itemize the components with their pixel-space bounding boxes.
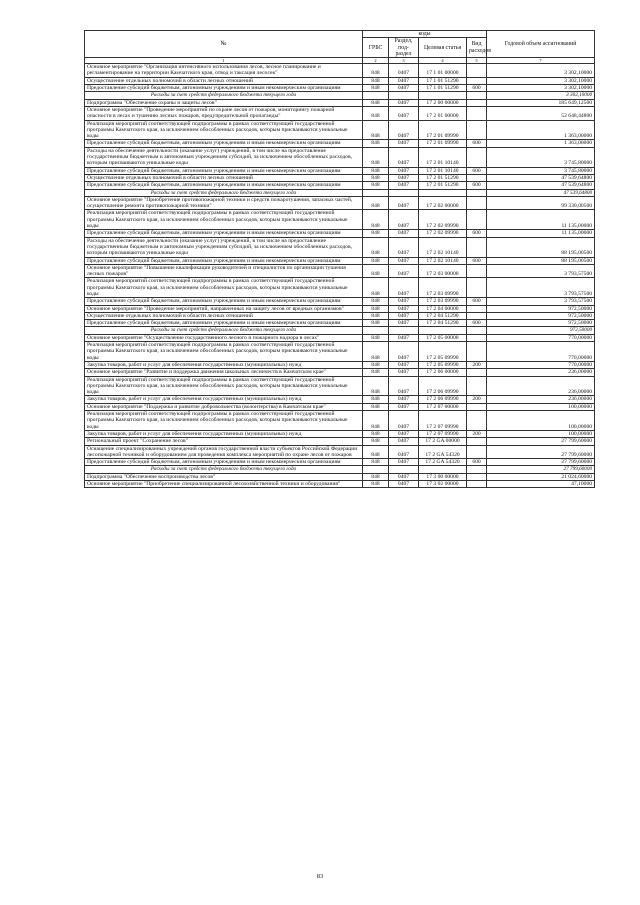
- row-vid: [467, 237, 487, 257]
- row-csr: 17 2 06 00000: [419, 369, 467, 376]
- row-grbs: 848: [363, 85, 389, 92]
- row-csr: [419, 327, 467, 334]
- table-row: [85, 167, 595, 174]
- row-razdel: 0407: [389, 99, 419, 106]
- row-name: Расходы на обеспечение деятельности (оказание услуг) учреждений, в том числе на предоставление государственным бюджетным и автономным учреждениям субсидий, за исключением обособленных расходов, которым присваиваются уникальные коды: [85, 237, 363, 257]
- row-vid: [467, 189, 487, 196]
- row-amount: 185 649,12500: [487, 99, 595, 106]
- row-amount: 47 539,64800: [487, 182, 595, 189]
- row-csr: 17 2 06 09990: [419, 376, 467, 396]
- row-csr: 17 2 05 09990: [419, 342, 467, 362]
- row-amount: 88 195,00500: [487, 257, 595, 264]
- index-cell: 7: [487, 58, 595, 64]
- row-grbs: 848: [363, 459, 389, 466]
- row-vid: 600: [467, 298, 487, 305]
- row-csr: 17 2 03 09990: [419, 278, 467, 298]
- table-row: [85, 481, 595, 488]
- row-vid: [467, 466, 487, 473]
- table-row: [85, 106, 595, 120]
- row-razdel: 0407: [389, 376, 419, 396]
- row-grbs: 848: [363, 396, 389, 403]
- row-amount: 3 302,10000: [487, 77, 595, 84]
- table-row: [85, 278, 595, 298]
- row-amount: 27 799,60000: [487, 466, 595, 473]
- row-amount: 1 363,00000: [487, 120, 595, 140]
- row-csr: 17 2 04 51290: [419, 320, 467, 327]
- row-csr: 17 2 GA 00000: [419, 438, 467, 445]
- index-cell: 5: [467, 58, 487, 64]
- table-row: [85, 140, 595, 147]
- row-csr: 17 2 02 00000: [419, 196, 467, 210]
- budget-table-sheet: [84, 30, 594, 488]
- table-row: [85, 361, 595, 368]
- row-grbs: [363, 189, 389, 196]
- header-razdel: Раздел, под-раздел: [389, 38, 419, 58]
- row-name: Расходы на обеспечение деятельности (оказание услуг) учреждений, в том числе на предоставление государственным бюджетным и автономным учреждениям субсидий, за исключением обособленных расходов, которым присваиваются уникальные коды: [85, 147, 363, 167]
- table-row: [85, 342, 595, 362]
- row-csr: 17 2 01 51290: [419, 174, 467, 181]
- row-razdel: 0407: [389, 438, 419, 445]
- row-name: Основное мероприятие "Проведение мероприятий, направленных на защиту лесов от вредных организмов": [85, 305, 363, 312]
- table-row: [85, 320, 595, 327]
- row-vid: [467, 174, 487, 181]
- row-grbs: 848: [363, 369, 389, 376]
- table-row: [85, 445, 595, 459]
- row-razdel: 0407: [389, 396, 419, 403]
- row-vid: 200: [467, 396, 487, 403]
- row-razdel: 0407: [389, 430, 419, 437]
- row-csr: 17 2 07 09990: [419, 411, 467, 431]
- row-razdel: 0407: [389, 210, 419, 230]
- row-vid: [467, 369, 487, 376]
- row-name: Основное мероприятие "Приобретение специализированной лесохозяйственной техники и оборудования": [85, 481, 363, 488]
- table-row: [85, 264, 595, 278]
- row-name: Предоставление субсидий бюджетным, автономным учреждениям и иным некоммерческим организациям: [85, 167, 363, 174]
- row-grbs: 848: [363, 438, 389, 445]
- row-csr: 17 1 01 51290: [419, 77, 467, 84]
- row-name: Основное мероприятие "Организация интенсивного использования лесов, лесное планирование и регламентирование на территории Камчатского края, отвод и таксация лесосек": [85, 64, 363, 78]
- row-amount: 3 302,10000: [487, 85, 595, 92]
- row-amount: 47 539,64800: [487, 189, 595, 196]
- row-razdel: 0407: [389, 320, 419, 327]
- table-row: [85, 182, 595, 189]
- header-amount: Годовой объем ассигнований: [487, 31, 595, 58]
- row-razdel: 0407: [389, 182, 419, 189]
- row-vid: [467, 264, 487, 278]
- row-vid: [467, 64, 487, 78]
- row-name: Закупка товаров, работ и услуг для обеспечения государственных (муниципальных) нужд: [85, 396, 363, 403]
- table-row: [85, 312, 595, 319]
- row-name: Реализация мероприятий соответствующей подпрограммы в рамках соответствующей государственной программы Камчатского края, за исключением обособленных расходов, которым присваиваются уникальные коды: [85, 411, 363, 431]
- row-grbs: 848: [363, 106, 389, 120]
- row-vid: [467, 77, 487, 84]
- row-grbs: 848: [363, 147, 389, 167]
- table-row: [85, 459, 595, 466]
- row-razdel: 0407: [389, 167, 419, 174]
- table-row-note: [85, 92, 595, 99]
- row-name: Расходы за счет средств федерального бюджета текущего года: [85, 189, 363, 196]
- row-csr: 17 2 01 10140: [419, 167, 467, 174]
- row-razdel: 0407: [389, 403, 419, 410]
- row-csr: 17 1 01 51290: [419, 85, 467, 92]
- index-cell: 2: [363, 58, 389, 64]
- row-amount: 100,00000: [487, 403, 595, 410]
- row-name: Предоставление субсидий бюджетным, автономным учреждениям и иным некоммерческим организациям: [85, 182, 363, 189]
- row-amount: 972,50000: [487, 327, 595, 334]
- row-vid: [467, 342, 487, 362]
- row-csr: 17 2 07 00000: [419, 403, 467, 410]
- row-grbs: 848: [363, 312, 389, 319]
- row-amount: 3 302,10000: [487, 92, 595, 99]
- row-amount: 99 330,00500: [487, 196, 595, 210]
- row-razdel: 0407: [389, 342, 419, 362]
- row-grbs: 848: [363, 411, 389, 431]
- row-csr: 17 2 07 09990: [419, 430, 467, 437]
- row-vid: [467, 334, 487, 341]
- row-grbs: [363, 466, 389, 473]
- row-razdel: 0407: [389, 77, 419, 84]
- row-name: Предоставление субсидий бюджетным, автономным учреждениям и иным некоммерческим организациям: [85, 140, 363, 147]
- row-name: Реализация мероприятий соответствующей подпрограммы в рамках соответствующей государственной программы Камчатского края, за исключением обособленных расходов, которым присваиваются уникальные коды: [85, 376, 363, 396]
- row-name: Предоставление субсидий бюджетным, автономным учреждениям и иным некоммерческим организациям: [85, 298, 363, 305]
- row-csr: 17 2 01 10140: [419, 147, 467, 167]
- row-name: Расходы за счет средств федерального бюджета текущего года: [85, 327, 363, 334]
- row-razdel: 0407: [389, 140, 419, 147]
- row-razdel: 0407: [389, 278, 419, 298]
- row-name: Предоставление субсидий бюджетным, автономным учреждениям и иным некоммерческим организациям: [85, 85, 363, 92]
- row-amount: 770,00000: [487, 342, 595, 362]
- row-csr: 17 2 03 00000: [419, 264, 467, 278]
- row-vid: [467, 305, 487, 312]
- row-name: Закупка товаров, работ и услуг для обеспечения государственных (муниципальных) нужд: [85, 361, 363, 368]
- row-razdel: 0407: [389, 411, 419, 431]
- table-row-note: [85, 466, 595, 473]
- row-amount: 972,50000: [487, 312, 595, 319]
- table-row: [85, 334, 595, 341]
- row-amount: 100,00000: [487, 430, 595, 437]
- table-row: [85, 196, 595, 210]
- row-vid: [467, 99, 487, 106]
- table-row: [85, 411, 595, 431]
- page-number: 83: [316, 873, 324, 880]
- row-vid: [467, 278, 487, 298]
- row-grbs: 848: [363, 237, 389, 257]
- row-vid: [467, 92, 487, 99]
- table-row: [85, 305, 595, 312]
- row-grbs: 848: [363, 334, 389, 341]
- row-csr: 17 2 05 00000: [419, 334, 467, 341]
- row-name: Расходы за счет средств федерального бюджета текущего года: [85, 466, 363, 473]
- row-grbs: 848: [363, 120, 389, 140]
- row-vid: 600: [467, 140, 487, 147]
- budget-table: [84, 30, 595, 488]
- table-row: [85, 403, 595, 410]
- row-razdel: [389, 327, 419, 334]
- row-razdel: 0407: [389, 85, 419, 92]
- row-amount: 972,50000: [487, 305, 595, 312]
- row-grbs: 848: [363, 174, 389, 181]
- row-vid: [467, 438, 487, 445]
- row-amount: 3 793,57500: [487, 264, 595, 278]
- row-vid: [467, 312, 487, 319]
- row-amount: 3 302,10000: [487, 64, 595, 78]
- row-vid: [467, 481, 487, 488]
- row-vid: [467, 327, 487, 334]
- row-amount: 236,00000: [487, 376, 595, 396]
- row-csr: 17 1 01 00000: [419, 64, 467, 78]
- header-codes: коды: [363, 31, 487, 38]
- row-name: Закупка товаров, работ и услуг для обеспечения государственных (муниципальных) нужд: [85, 430, 363, 437]
- table-row: [85, 99, 595, 106]
- table-row: [85, 396, 595, 403]
- row-name: Региональный проект "Сохранение лесов": [85, 438, 363, 445]
- row-csr: 17 2 06 09990: [419, 396, 467, 403]
- table-row: [85, 237, 595, 257]
- row-vid: 600: [467, 459, 487, 466]
- row-grbs: 848: [363, 305, 389, 312]
- row-vid: 200: [467, 361, 487, 368]
- row-grbs: 848: [363, 64, 389, 78]
- row-grbs: 848: [363, 278, 389, 298]
- row-grbs: 848: [363, 376, 389, 396]
- row-razdel: 0407: [389, 445, 419, 459]
- table-body: [85, 64, 595, 488]
- row-razdel: 0407: [389, 298, 419, 305]
- row-amount: 236,00000: [487, 369, 595, 376]
- row-csr: 17 2 02 09990: [419, 230, 467, 237]
- row-csr: 17 2 GA 54320: [419, 445, 467, 459]
- row-vid: 600: [467, 320, 487, 327]
- row-amount: 27 799,60000: [487, 445, 595, 459]
- row-grbs: 848: [363, 342, 389, 362]
- row-name: Предоставление субсидий бюджетным, автономным учреждениям и иным некоммерческим организациям: [85, 459, 363, 466]
- row-razdel: 0407: [389, 106, 419, 120]
- table-row: [85, 376, 595, 396]
- row-name: Реализация мероприятий соответствующей подпрограммы в рамках соответствующей государственной программы Камчатского края, за исключением обособленных расходов, которым присваиваются уникальные коды: [85, 210, 363, 230]
- row-grbs: 848: [363, 361, 389, 368]
- row-vid: [467, 411, 487, 431]
- row-name: Осуществление отдельных полномочий в области лесных отношений: [85, 174, 363, 181]
- table-row: [85, 430, 595, 437]
- row-name: Осуществление отдельных полномочий в области лесных отношений: [85, 312, 363, 319]
- row-vid: [467, 120, 487, 140]
- row-name: Реализация мероприятий соответствующей подпрограммы в рамках соответствующей государственной программы Камчатского края, за исключением обособленных расходов, которым присваиваются уникальные коды: [85, 120, 363, 140]
- row-razdel: 0407: [389, 305, 419, 312]
- table-row-note: [85, 327, 595, 334]
- index-cell: 4: [419, 58, 467, 64]
- row-name: Основное мероприятие "Развитие и поддержка движения школьных лесничеств в Камчатском крае": [85, 369, 363, 376]
- row-grbs: 848: [363, 196, 389, 210]
- row-razdel: 0407: [389, 369, 419, 376]
- row-name: Подпрограмма "Обеспечение воспроизводства лесов": [85, 473, 363, 480]
- row-amount: 3 745,80000: [487, 167, 595, 174]
- row-name: Расходы за счет средств федерального бюджета текущего года: [85, 92, 363, 99]
- row-razdel: 0407: [389, 174, 419, 181]
- table-row: [85, 64, 595, 78]
- row-razdel: 0407: [389, 312, 419, 319]
- row-name: Основное мероприятие "Поддержка и развитие добровольчества (волонтерства) в Камчатском крае": [85, 403, 363, 410]
- table-row: [85, 174, 595, 181]
- table-row: [85, 77, 595, 84]
- row-grbs: 848: [363, 264, 389, 278]
- row-grbs: 848: [363, 77, 389, 84]
- row-razdel: 0407: [389, 237, 419, 257]
- row-amount: 972,50000: [487, 320, 595, 327]
- row-csr: 17 3 02 00000: [419, 481, 467, 488]
- row-razdel: 0407: [389, 473, 419, 480]
- row-grbs: 848: [363, 445, 389, 459]
- row-name: Реализация мероприятий соответствующей подпрограммы в рамках соответствующей государственной программы Камчатского края, за исключением обособленных расходов, которым присваиваются уникальные коды: [85, 278, 363, 298]
- row-vid: [467, 210, 487, 230]
- row-razdel: 0407: [389, 361, 419, 368]
- row-csr: 17 2 05 09990: [419, 361, 467, 368]
- row-razdel: 0407: [389, 264, 419, 278]
- row-csr: 17 2 01 09990: [419, 140, 467, 147]
- table-row: [85, 210, 595, 230]
- table-row-note: [85, 189, 595, 196]
- row-name: Предоставление субсидий бюджетным, автономным учреждениям и иным некоммерческим организациям: [85, 257, 363, 264]
- row-grbs: [363, 327, 389, 334]
- row-amount: 3 745,80000: [487, 147, 595, 167]
- row-vid: 600: [467, 182, 487, 189]
- row-razdel: 0407: [389, 459, 419, 466]
- row-amount: 11 135,00000: [487, 210, 595, 230]
- row-razdel: 0407: [389, 230, 419, 237]
- row-csr: 17 2 01 09990: [419, 120, 467, 140]
- row-amount: 770,00000: [487, 361, 595, 368]
- row-vid: [467, 403, 487, 410]
- header-csr: Целевая статья: [419, 38, 467, 58]
- row-name: Предоставление субсидий бюджетным, автономным учреждениям и иным некоммерческим организациям: [85, 230, 363, 237]
- row-razdel: 0407: [389, 196, 419, 210]
- row-razdel: 0407: [389, 257, 419, 264]
- row-grbs: 848: [363, 430, 389, 437]
- row-vid: 600: [467, 85, 487, 92]
- row-vid: 600: [467, 257, 487, 264]
- row-grbs: 848: [363, 182, 389, 189]
- row-csr: 17 2 03 09990: [419, 298, 467, 305]
- row-grbs: 848: [363, 257, 389, 264]
- row-grbs: 848: [363, 230, 389, 237]
- row-csr: [419, 92, 467, 99]
- row-csr: 17 2 01 00000: [419, 106, 467, 120]
- row-grbs: 848: [363, 167, 389, 174]
- row-amount: 1 363,00000: [487, 140, 595, 147]
- row-name: Основное мероприятие "Повышение квалификации руководителей и специалистов по организации тушения лесных пожаров": [85, 264, 363, 278]
- row-name: Осуществление отдельных полномочий в области лесных отношений: [85, 77, 363, 84]
- row-csr: 17 2 GA 54320: [419, 459, 467, 466]
- row-amount: 11 135,00000: [487, 230, 595, 237]
- table-row: [85, 85, 595, 92]
- row-csr: 17 2 02 10140: [419, 237, 467, 257]
- row-csr: 17 2 04 00000: [419, 305, 467, 312]
- row-amount: 21 024,60000: [487, 473, 595, 480]
- row-vid: [467, 196, 487, 210]
- row-grbs: 848: [363, 99, 389, 106]
- row-vid: [467, 445, 487, 459]
- table-row: [85, 473, 595, 480]
- row-name: Основное мероприятие "Приобретение противопожарной техники и средств пожаротушения, запасных частей, осуществление ремонта противопожарной техники": [85, 196, 363, 210]
- row-grbs: 848: [363, 403, 389, 410]
- header-number: №: [85, 31, 363, 58]
- table-row: [85, 120, 595, 140]
- row-vid: 200: [467, 430, 487, 437]
- row-razdel: 0407: [389, 120, 419, 140]
- row-csr: [419, 466, 467, 473]
- row-razdel: 0407: [389, 64, 419, 78]
- row-name: Реализация мероприятий соответствующей подпрограммы в рамках соответствующей государственной программы Камчатского края, за исключением обособленных расходов, которым присваиваются уникальные коды: [85, 342, 363, 362]
- table-row: [85, 438, 595, 445]
- table-row: [85, 257, 595, 264]
- row-amount: 52 648,44800: [487, 106, 595, 120]
- row-vid: 600: [467, 230, 487, 237]
- row-name: Подпрограмма "Обеспечение охраны и защиты лесов": [85, 99, 363, 106]
- header-vid: Вид расходов: [467, 38, 487, 58]
- row-name: Предоставление субсидий бюджетным, автономным учреждениям и иным некоммерческим организациям: [85, 320, 363, 327]
- row-name: Основное мероприятие "Проведение мероприятий по охране лесов от пожаров, мониторингу пожарной опасности в лесах и тушению лесных пожаров, предупредительной пропаганды": [85, 106, 363, 120]
- row-grbs: 848: [363, 210, 389, 230]
- row-csr: 17 2 01 51290: [419, 182, 467, 189]
- row-csr: 17 2 02 09990: [419, 210, 467, 230]
- row-name: Основное мероприятие "Осуществление государственного лесного и пожарного надзора в лесах": [85, 334, 363, 341]
- row-grbs: 848: [363, 320, 389, 327]
- header-grbs: ГРБС: [363, 38, 389, 58]
- row-grbs: 848: [363, 298, 389, 305]
- row-grbs: [363, 92, 389, 99]
- row-name: Оснащение специализированных учреждений органов государственной власти субъектов Российской Федерации лесопожарной техникой и оборудованием для проведения комплекса мероприятий по охране лесов от пожаров: [85, 445, 363, 459]
- row-vid: [467, 106, 487, 120]
- row-vid: [467, 147, 487, 167]
- row-grbs: 848: [363, 473, 389, 480]
- row-csr: 17 2 04 51290: [419, 312, 467, 319]
- row-csr: 17 2 02 10140: [419, 257, 467, 264]
- row-vid: [467, 376, 487, 396]
- row-razdel: 0407: [389, 481, 419, 488]
- row-csr: 17 2 00 00000: [419, 99, 467, 106]
- row-razdel: [389, 189, 419, 196]
- row-amount: 27 799,60000: [487, 459, 595, 466]
- row-amount: 47 539,64800: [487, 174, 595, 181]
- table-row: [85, 298, 595, 305]
- row-amount: 100,00000: [487, 411, 595, 431]
- row-vid: 600: [467, 167, 487, 174]
- row-amount: 47,10000: [487, 481, 595, 488]
- row-amount: 27 799,60000: [487, 438, 595, 445]
- row-amount: 236,00000: [487, 396, 595, 403]
- table-row: [85, 369, 595, 376]
- row-razdel: 0407: [389, 334, 419, 341]
- table-row: [85, 147, 595, 167]
- index-cell: 3: [389, 58, 419, 64]
- row-razdel: [389, 92, 419, 99]
- row-razdel: [389, 466, 419, 473]
- row-amount: 3 793,57500: [487, 278, 595, 298]
- row-grbs: 848: [363, 140, 389, 147]
- row-amount: 88 195,00500: [487, 237, 595, 257]
- row-amount: 3 793,57500: [487, 298, 595, 305]
- row-grbs: 848: [363, 481, 389, 488]
- index-cell: 1: [85, 58, 363, 64]
- row-vid: [467, 473, 487, 480]
- table-row: [85, 230, 595, 237]
- row-amount: 770,00000: [487, 334, 595, 341]
- row-razdel: 0407: [389, 147, 419, 167]
- row-csr: [419, 189, 467, 196]
- row-csr: 17 3 00 00000: [419, 473, 467, 480]
